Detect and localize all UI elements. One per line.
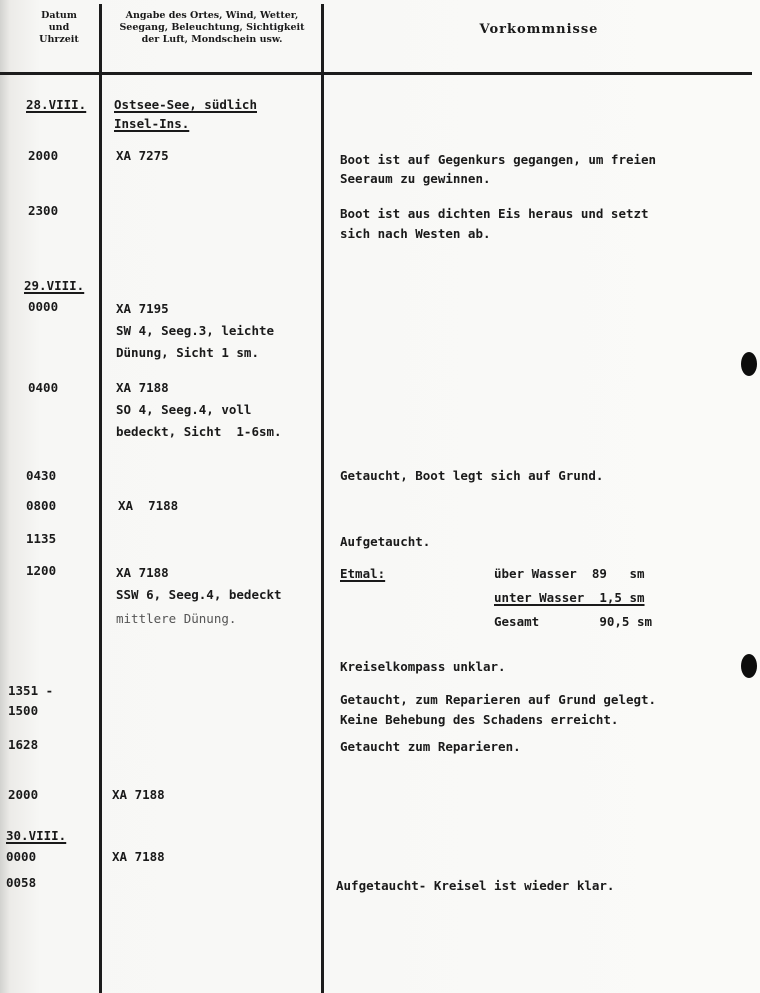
time-cell: 0000 (28, 299, 59, 314)
weather-text: Dünung, Sicht 1 sm. (116, 345, 259, 360)
punch-hole (741, 352, 757, 376)
time-cell: 1351 - (8, 683, 54, 698)
header-rule (0, 72, 752, 75)
time-cell: 1200 (26, 563, 57, 578)
time-cell: 2300 (28, 203, 59, 218)
event-text: Getaucht, Boot legt sich auf Grund. (340, 468, 604, 483)
event-text: Getaucht, zum Reparieren auf Grund gelegt. (340, 692, 657, 707)
etmal-label: Etmal: (340, 566, 386, 581)
position-text: XA 7188 (112, 849, 165, 864)
position-text: XA 7195 (116, 301, 169, 316)
weather-text: SO 4, Seeg.4, voll (116, 402, 252, 417)
event-text: Aufgetaucht. (340, 534, 431, 549)
time-cell: 0430 (26, 468, 57, 483)
time-cell: 1135 (26, 531, 57, 546)
date-heading: 28.VIII. (26, 97, 87, 112)
time-cell: 2000 (8, 787, 39, 802)
event-text: sich nach Westen ab. (340, 226, 491, 241)
position-text: XA 7188 (118, 498, 179, 513)
time-cell: 1628 (8, 737, 39, 752)
location-text: Insel-Ins. (114, 116, 190, 131)
event-text: Boot ist auf Gegenkurs gegangen, um freien (340, 152, 657, 167)
weather-text: SW 4, Seeg.3, leichte (116, 323, 275, 338)
column-divider-left (99, 4, 102, 993)
event-text: Aufgetaucht- Kreisel ist wieder klar. (336, 878, 615, 893)
time-cell: 1500 (8, 703, 39, 718)
weather-text: mittlere Dünung. (116, 611, 237, 626)
time-cell: 0000 (6, 849, 37, 864)
date-heading: 29.VIII. (24, 278, 85, 293)
column-divider-right (321, 4, 324, 993)
etmal-row: über Wasser 89 sm (494, 566, 645, 581)
weather-text: bedeckt, Sicht 1-6sm. (116, 424, 282, 439)
position-text: XA 7275 (116, 148, 169, 163)
punch-hole (741, 654, 757, 678)
position-text: XA 7188 (116, 565, 169, 580)
position-text: XA 7188 (112, 787, 165, 802)
event-text: Getaucht zum Reparieren. (340, 739, 521, 754)
location-text: Ostsee-See, südlich (114, 97, 257, 112)
position-text: XA 7188 (116, 380, 169, 395)
header-vorkommnisse: Vorkommnisse (479, 22, 599, 37)
event-text: Seeraum zu gewinnen. (340, 171, 491, 186)
weather-text: SSW 6, Seeg.4, bedeckt (116, 587, 282, 602)
event-text: Boot ist aus dichten Eis heraus und setzt (340, 206, 649, 221)
header-ort: Angabe des Ortes, Wind, Wetter, Seegang, Beleuchtung, Sichtigkeit der Luft, Mondschein usw. (119, 10, 305, 45)
time-cell: 0400 (28, 380, 59, 395)
time-cell: 2000 (28, 148, 59, 163)
event-text: Kreiselkompass unklar. (340, 659, 506, 674)
etmal-row: Gesamt 90,5 sm (494, 614, 653, 629)
etmal-row: unter Wasser 1,5 sm (494, 590, 645, 605)
header-datum: Datum und Uhrzeit (39, 10, 79, 45)
time-cell: 0058 (6, 875, 37, 890)
date-heading: 30.VIII. (6, 828, 67, 843)
event-text: Keine Behebung des Schadens erreicht. (340, 712, 619, 727)
time-cell: 0800 (26, 498, 57, 513)
